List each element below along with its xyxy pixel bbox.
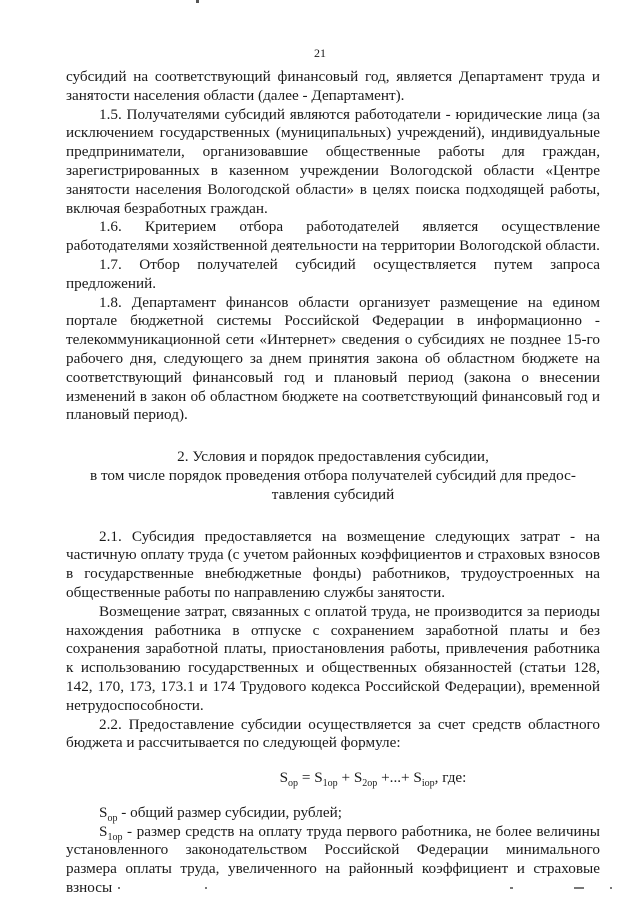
paragraph-cost-exclusions: Возмещение затрат, связанных с оплатой труда, не производится за периоды нахождения работника в отпуске с сохранением заработной платы и без сохранения заработной платы, приостановления работы, привлечения работника к использованию государственных и общественных обязанностей (статьи 128, 142, 170, 173, 173.1 и 174 Трудового кодекса Российской Федерации), временной нетрудоспособности. <box>66 602 600 714</box>
formula-symbol: S <box>279 769 289 787</box>
page-number: 21 <box>314 46 326 60</box>
definition-total-subsidy <box>66 804 600 823</box>
definition-text: - общий размер субсидии, рублей; <box>117 803 342 821</box>
section-heading <box>66 448 600 504</box>
paragraph-2-1: 2.1. Субсидия предоставляется на возмещение следующих затрат - на частичную оплату труда (с учетом районных коэффициентов и страховых взносов в государственные внебюджетные фонды) работников, трудоустроенных на общественные работы по направлению службы занятости. <box>66 527 600 601</box>
formula-subscript: 1op <box>322 778 338 790</box>
formula-symbol: S <box>353 769 363 787</box>
paragraph-1-7: 1.7. Отбор получателей субсидий осуществляется путем запроса предложений. <box>66 255 600 292</box>
section-heading-line-2: в том числе порядок проведения отбора получателей субсидий для предос- <box>90 466 576 484</box>
scan-speck <box>205 887 207 889</box>
paragraph-1-6: 1.6. Критерием отбора работодателей является осуществление работодателями хозяйственной деятельности на территории Вологодской области. <box>66 218 600 255</box>
definition-subscript: 1op <box>107 831 123 843</box>
paragraph-2-2: 2.2. Предоставление субсидии осуществляется за счет средств областного бюджета и рассчитывается по следующей формуле: <box>66 715 600 752</box>
scan-speck <box>118 887 120 889</box>
formula-symbol: S <box>314 769 323 787</box>
formula-ellipsis: +...+ <box>377 769 414 787</box>
formula-subscript: 2op <box>362 778 378 790</box>
document-body <box>66 68 600 898</box>
formula-plus: + <box>337 769 354 787</box>
scan-artifact-bottom <box>0 887 640 895</box>
definition-subscript: op <box>107 812 118 824</box>
definition-text: - размер средств на оплату труда первого работника, не более величины установленного законодательством Российской Федерации минимального размера оплаты труда, увеличенного на районный коэффициент и страховые взносы <box>66 822 600 897</box>
scan-artifact-mark <box>196 0 199 3</box>
paragraph-1-8: 1.8. Департамент финансов области организует размещение на едином портале бюджетной системы Российской Федерации в информационно - телекоммуникационной сети «Интернет» сведения о субсидиях не позднее 15-го рабочего дня, следующего за днем принятия закона об областном бюджете на соответствующий финансовый год и плановый период (закона о внесении изменений в закон об областном бюджете на соответствующий финансовый год и плановый период). <box>66 293 600 424</box>
section-heading-line-3: тавления субсидий <box>271 485 395 503</box>
subsidy-formula <box>66 769 600 788</box>
formula-symbol: S <box>413 769 422 787</box>
scan-speck <box>574 887 584 889</box>
formula-subscript: iop <box>421 778 435 790</box>
formula-tail: , где: <box>434 769 467 787</box>
section-heading-line-1: 2. Условия и порядок предоставления субсидии, <box>177 448 489 466</box>
scan-speck <box>610 887 612 889</box>
definition-symbol: S <box>99 822 108 840</box>
formula-subscript: op <box>288 778 299 790</box>
formula-equals: = <box>298 769 315 787</box>
paragraph-1-5: 1.5. Получателями субсидий являются работодатели - юридические лица (за исключением государственных (муниципальных) учреждений), индивидуальные предприниматели, организовавшие общественные работы для граждан, зарегистрированных в казенном учреждении Вологодской области «Центре занятости населения Вологодской области» в целях поиска подходящей работы, включая безработных граждан. <box>66 105 600 217</box>
paragraph-continuation: субсидий на соответствующий финансовый год, является Департамент труда и занятости населения области (далее - Департамент). <box>66 68 600 104</box>
definition-symbol: S <box>99 803 108 821</box>
scan-speck <box>510 887 513 889</box>
